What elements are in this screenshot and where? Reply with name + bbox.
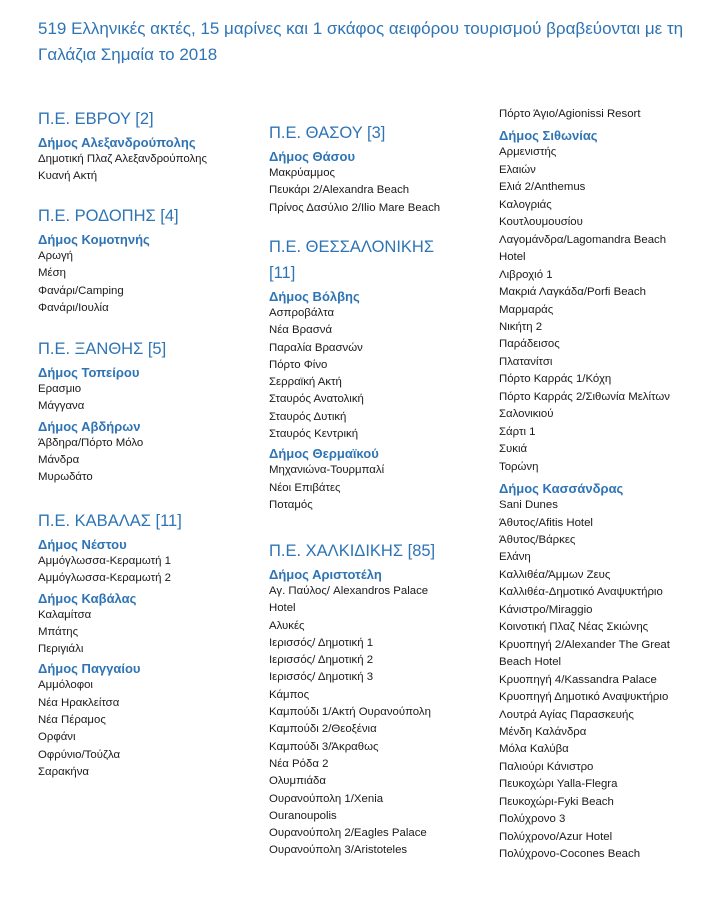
list-item: Hotel xyxy=(499,251,526,264)
list-item: Νέα Ρόδα 2 xyxy=(269,757,329,770)
list-item: Beach Hotel xyxy=(499,656,562,669)
list-item: Μένδη Καλάνδρα xyxy=(499,725,587,738)
list-item: Ιερισσός/ Δημοτική 3 xyxy=(269,671,374,684)
municipality-heading: Δήμος Τοπείρου xyxy=(38,365,140,380)
list-item: Μηχανιώνα-Τουρμπαλί xyxy=(269,464,385,477)
list-item: Ουρανούπολη 3/Aristoteles xyxy=(269,844,408,857)
region-heading-line2: [11] xyxy=(269,264,296,282)
region-heading xyxy=(269,234,494,286)
municipality-heading: Δήμος Αλεξανδρούπολης xyxy=(38,135,196,150)
list-item: Παλιούρι Κάνιστρο xyxy=(499,760,594,773)
beach-list xyxy=(499,144,724,476)
list-item: Μπάτης xyxy=(38,625,79,638)
list-item: Σαλονικιού xyxy=(499,408,554,421)
list-item: Μυρωδάτο xyxy=(38,471,93,484)
list-item: Λαγομάνδρα/Lagomandra Beach xyxy=(499,233,667,246)
beach-list xyxy=(38,248,258,317)
list-item: Καμπούδι 1/Ακτή Ουρανούπολη xyxy=(269,706,431,719)
list-item: Μέση xyxy=(38,267,66,280)
list-item: Μαρμαράς xyxy=(499,303,554,316)
list-item: Σταυρός Ανατολική xyxy=(269,393,364,406)
region-heading-line1: Π.Ε. ΘΕΣΣΑΛΟΝΙΚΗΣ xyxy=(269,238,435,256)
list-item: Κάμπος xyxy=(269,688,310,701)
list-item: Ολυμπιάδα xyxy=(269,775,326,788)
region-thessaloniki xyxy=(269,234,494,514)
list-item: Σάρτι 1 xyxy=(499,425,536,438)
list-item: Πολύχρονο/Azur Hotel xyxy=(499,830,613,843)
beach-list xyxy=(269,462,494,514)
municipality-heading: Δήμος Σιθωνίας xyxy=(499,128,598,144)
beach-list xyxy=(38,553,258,588)
list-item: Κρυοπηγή 4/Kassandra Palace xyxy=(499,673,657,686)
list-item: Παραλία Βρασνών xyxy=(269,341,363,354)
list-item: Πολύχρονο 3 xyxy=(499,813,566,826)
region-heading: Π.Ε. ΚΑΒΑΛΑΣ [11] xyxy=(38,512,182,530)
list-item: Παράδεισος xyxy=(499,338,560,351)
list-item: Δημοτική Πλαζ Αλεξανδρούπολης xyxy=(38,153,207,165)
beach-list xyxy=(38,381,258,416)
list-item: Αμμόλοφοι xyxy=(38,679,93,692)
beach-list xyxy=(499,497,724,864)
list-item: Κυανή Ακτή xyxy=(38,170,98,183)
region-evros xyxy=(38,106,258,186)
municipality-heading: Δήμος Καβάλας xyxy=(38,590,137,606)
list-item: Σαρακήνα xyxy=(38,765,90,778)
list-item: Σταυρός Κεντρική xyxy=(269,428,359,441)
list-item: Ouranoupolis xyxy=(269,809,337,822)
beach-list xyxy=(38,607,258,659)
municipality-heading: Δήμος Αβδήρων xyxy=(38,418,141,434)
list-item: Ποταμός xyxy=(269,498,313,511)
document-title: 519 Ελληνικές ακτές, 15 μαρίνες και 1 σκάφος αειφόρου τουρισμού βραβεύονται με τη Γαλάζια Σημαία το 2018 xyxy=(38,19,684,64)
list-item: Πόρτο Άγιο/Agionissi Resort xyxy=(499,108,641,120)
list-item: Φανάρι/Ιουλία xyxy=(38,301,109,314)
list-item: Ελάνη xyxy=(499,551,531,564)
list-item: Αλυκές xyxy=(269,619,305,632)
list-item: Σταυρός Δυτική xyxy=(269,410,347,423)
list-item: Κρυοπηγή Δημοτικό Αναψυκτήριο xyxy=(499,691,669,704)
list-item: Πευκοχώρι-Fyki Beach xyxy=(499,795,614,808)
list-item: Νέοι Επιβάτες xyxy=(269,481,341,494)
list-item: Καλλιθέα/Άμμων Ζευς xyxy=(499,568,611,581)
list-item: Μάγγανα xyxy=(38,400,85,413)
municipality-heading: Δήμος Κομοτηνής xyxy=(38,232,150,247)
list-item: Κοινοτική Πλαζ Νέας Σκιώνης xyxy=(499,621,649,634)
beach-list xyxy=(269,583,494,860)
list-item: Άθυτος/Afitis Hotel xyxy=(499,516,593,529)
list-item: Ιερισσός/ Δημοτική 1 xyxy=(269,636,374,649)
municipality-heading: Δήμος Παγγαίου xyxy=(38,661,141,677)
list-item: Μακριά Λαγκάδα/Porfi Beach xyxy=(499,286,646,299)
beach-list xyxy=(38,677,258,781)
region-xanthi xyxy=(38,336,258,486)
list-item: Ουρανούπολη 2/Eagles Palace xyxy=(269,827,427,840)
list-item: Περιγιάλι xyxy=(38,643,84,656)
beach-list xyxy=(269,165,494,217)
beach-list xyxy=(269,305,494,443)
region-thasos xyxy=(269,120,494,217)
municipality-heading: Δήμος Νέστου xyxy=(38,537,127,552)
list-item: Νέα Πέραμος xyxy=(38,714,106,727)
list-item: Μακρύαμμος xyxy=(269,167,336,179)
beach-list xyxy=(38,435,258,487)
list-item: Ασπροβάλτα xyxy=(269,307,335,319)
list-item: Κουτλουμουσίου xyxy=(499,216,583,229)
list-item: Κρυοπηγή 2/Alexander The Great xyxy=(499,638,670,651)
list-item: Ορφάνι xyxy=(38,731,76,744)
list-item: Λιβροχιό 1 xyxy=(499,268,553,281)
list-item: Άβδηρα/Πόρτο Μόλο xyxy=(38,436,144,449)
beach-list xyxy=(499,106,724,123)
list-item: Αρωγή xyxy=(38,250,74,262)
list-item: Πευκοχώρι Yalla-Flegra xyxy=(499,778,618,791)
list-item: Ουρανούπολη 1/Xenia xyxy=(269,792,384,805)
municipality-heading: Δήμος Βόλβης xyxy=(269,289,360,304)
list-item: Πρίνος Δασύλιο 2/Ilio Mare Beach xyxy=(269,201,441,214)
list-item: Τορώνη xyxy=(499,460,539,473)
list-item: Ερασμιο xyxy=(38,383,82,395)
chalkidiki-continued xyxy=(499,106,724,864)
list-item: Αρμενιστής xyxy=(499,146,557,159)
municipality-heading: Δήμος Κασσάνδρας xyxy=(499,481,624,497)
list-item: Φανάρι/Camping xyxy=(38,284,124,297)
region-heading: Π.Ε. ΧΑΛΚΙΔΙΚΗΣ [85] xyxy=(269,542,436,560)
region-heading: Π.Ε. ΕΒΡΟΥ [2] xyxy=(38,110,154,128)
region-heading: Π.Ε. ΞΑΝΘΗΣ [5] xyxy=(38,340,167,358)
municipality-heading: Δήμος Θάσου xyxy=(269,149,356,164)
list-item: Πευκάρι 2/Alexandra Beach xyxy=(269,184,410,197)
list-item: Πόρτο Καρράς 1/Κόχη xyxy=(499,373,612,386)
list-item: Οφρύνιο/Τούζλα xyxy=(38,748,121,761)
region-kavala xyxy=(38,508,258,781)
list-item: Αγ. Παύλος/ Alexandros Palace xyxy=(269,585,429,597)
list-item: Πόρτο Καρράς 2/Σιθωνία Μελίτων xyxy=(499,390,670,403)
municipality-heading: Δήμος Θερμαϊκού xyxy=(269,446,379,462)
list-item: Συκιά xyxy=(499,443,528,456)
list-item: Νέα Ηρακλείτσα xyxy=(38,696,120,709)
list-item: Αμμόγλωσσα-Κεραμωτή 2 xyxy=(38,572,171,585)
municipality-heading: Δήμος Αριστοτέλη xyxy=(269,567,382,582)
list-item: Άθυτος/Βάρκες xyxy=(499,533,576,546)
list-item: Καλλιθέα-Δημοτικό Αναψυκτήριο xyxy=(499,586,663,599)
region-heading: Π.Ε. ΘΑΣΟΥ [3] xyxy=(269,124,386,142)
region-rodopi xyxy=(38,203,258,317)
list-item: Μάνδρα xyxy=(38,453,80,466)
list-item: Πλατανίτσι xyxy=(499,355,553,368)
list-item: Πολύχρονο-Cocones Beach xyxy=(499,848,641,861)
list-item: Λουτρά Αγίας Παρασκευής xyxy=(499,708,634,721)
list-item: Ελαιών xyxy=(499,163,536,176)
list-item: Sani Dunes xyxy=(499,499,558,512)
list-item: Νικήτη 2 xyxy=(499,320,543,333)
list-item: Αμμόγλωσσα-Κεραμωτή 1 xyxy=(38,555,171,567)
list-item: Κάνιστρο/Miraggio xyxy=(499,603,593,616)
list-item: Πόρτο Φίνο xyxy=(269,358,328,371)
beach-list xyxy=(38,151,258,186)
list-item: Νέα Βρασνά xyxy=(269,324,333,337)
list-item: Καμπούδι 2/Θεοξένια xyxy=(269,723,377,736)
list-item: Μόλα Καλύβα xyxy=(499,743,569,756)
list-item: Ιερισσός/ Δημοτική 2 xyxy=(269,654,374,667)
list-item: Καλογριάς xyxy=(499,198,552,211)
list-item: Ελιά 2/Anthemus xyxy=(499,181,586,194)
list-item: Καμπούδι 3/Άκραθως xyxy=(269,740,379,753)
region-chalkidiki xyxy=(269,538,494,860)
list-item: Σερραϊκή Ακτή xyxy=(269,376,342,389)
region-heading: Π.Ε. ΡΟΔΟΠΗΣ [4] xyxy=(38,207,179,225)
list-item: Καλαμίτσα xyxy=(38,608,92,621)
list-item: Hotel xyxy=(269,602,296,615)
